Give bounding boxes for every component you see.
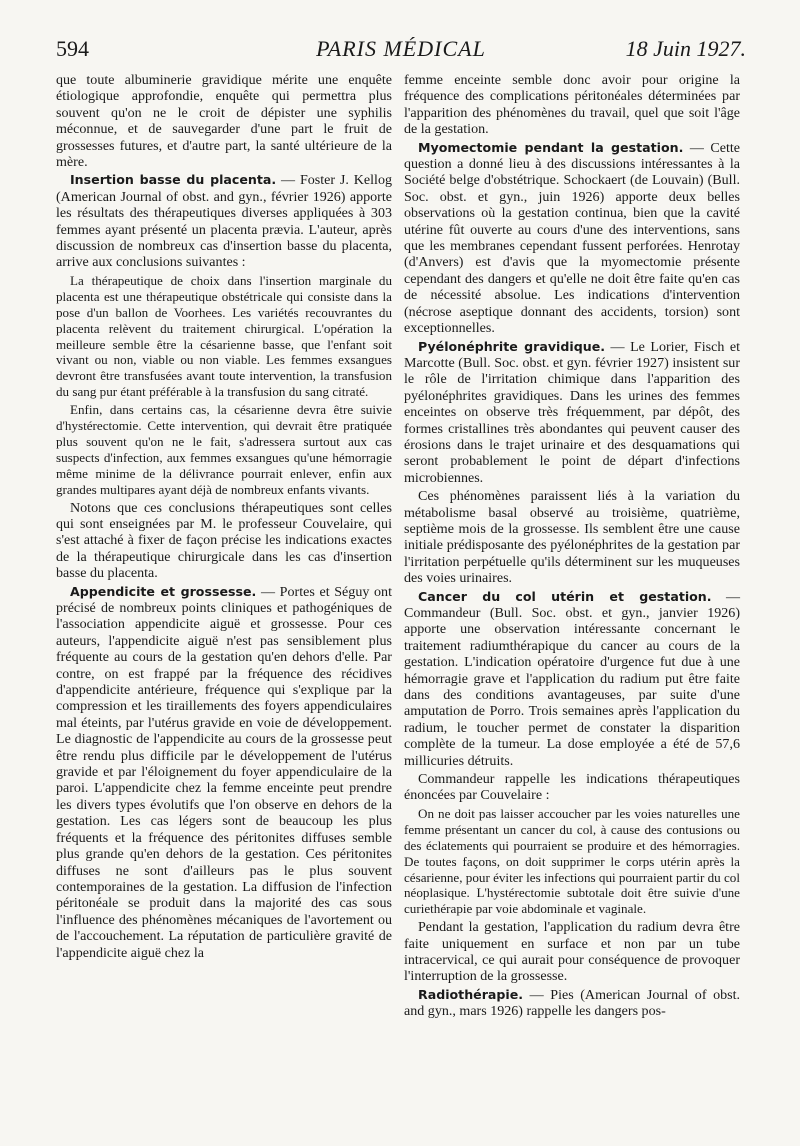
section-text: — Foster J. Kellog (American Journal of obst. and gyn., février 1926) apporte les résultats des thérapeutiques diverses appliquées à 303 femmes ayant présenté un placenta prævia. L'auteur, après discussion de nombreux cas d'insertion basse du placenta, arrive aux conclusions suivantes : [56, 172, 393, 271]
section-text: — Cette question a donné lieu à des discussions intéressantes à la Société belge d'obstétrique. Schockaert (de Louvain) (Bull. Soc. obst. et gyn., juin 1926) apporte deux belles observations où la gestation continua, bien que la cavité utérine fût ouverte au cours d'une des interventions, sans que les membranes cependant fussent perforées. Henrotay (d'Anvers) est d'avis que la myomectomie présente cependant des dangers et qu'elle ne doit être faite qu'en cas de nécessité absolue. Les indications d'intervention (nécrose aseptique donnant des accidents, torsion) sont exceptionnelles. [404, 139, 740, 337]
page-header [56, 36, 746, 68]
paragraph: Notons que ces conclusions thérapeutiques sont celles qui sont enseignées par M. le professeur Couvelaire, qui s'est attaché à fixer de façon précise les indications exactes de la thérapeutique chirurgicale dans les cas d'insertion basse du placenta. [56, 499, 392, 582]
section-heading: Insertion basse du placenta. [70, 172, 277, 188]
paragraph: Commandeur rappelle les indications thérapeutiques énoncées par Couvelaire : [404, 771, 740, 804]
paragraph: La thérapeutique de choix dans l'insertion marginale du placenta est une thérapeutique obstétricale qui consiste dans la pose d'un ballon de Voorhees. Les variétés recouvrantes du placenta relèvent du traitement chirurgical. L'opération la meilleure semble être la césarienne basse, que l'enfant soit vivant ou non, viable ou non viable. Les femmes exsangues devront être transfusées avant toute intervention, la transfusion du sang pur étant préférable à la transfusion du sang citraté. [56, 272, 392, 400]
section-heading: Pyélonéphrite gravidique. [418, 338, 606, 354]
section-heading: Radiothérapie. [418, 986, 524, 1002]
section-heading: Appendicite et grossesse. [70, 583, 257, 599]
section-text: — Le Lorier, Fisch et Marcotte (Bull. Soc. obst. et gyn. février 1927) insistent sur le rôle de l'irritation chimique dans l'apparition des pyélonéphrites gravidiques. Dans les urines des femmes enceintes on observe très fréquemment, par dépôt, des formes cristallines très abondantes qui peuvent causer des érosions dans le trajet urinaire et des desquamations qui seront probablement le point de départ d'infections microbiennes. [404, 338, 740, 486]
quoted-paragraph: On ne doit pas laisser accoucher par les voies naturelles une femme présentant un cancer du col, à cause des contusions ou des éclatements qui pourraient se produire et des hémorragies. De toutes façons, on doit supprimer le corps utérin après la césarienne, pour éviter les infections qui pourraient partir du col néoplasique. L'hystérectomie subtotale doit être suivie d'une curiethérapie par voie abdominale et vaginale. [404, 805, 740, 917]
section-cancer-col [404, 589, 740, 769]
left-column [56, 72, 392, 963]
section-text: — Commandeur (Bull. Soc. obst. et gyn., janvier 1926) apporte une observation intéressante concernant le traitement radiumthérapique du cancer au cours de la gestation. L'indication opératoire d'urgence fut due à une hémorragie grave et l'application du radium put être faite dans des conditions avantageuses, par suite d'une amputation de Porro. Trois semaines après l'application du radium, le toucher permet de constater la disparition complète de la tumeur. La dose employée a été de 57,6 millicuries détruits. [404, 588, 741, 769]
section-insertion-basse [56, 172, 392, 270]
journal-title: PARIS MÉDICAL [316, 36, 486, 61]
section-heading: Myomectomie pendant la gestation. [418, 139, 684, 155]
paragraph: femme enceinte semble donc avoir pour origine la fréquence des complications péritonéales déterminées par l'apparition des phénomènes du travail, quel que soit l'âge de la gestation. [404, 72, 740, 138]
issue-date: 18 Juin 1927. [625, 36, 746, 61]
paragraph: Pendant la gestation, l'application du radium devra être faite uniquement en surface et non par un tube intracervical, ce qui aurait pour conséquence de provoquer l'interruption de la grossesse. [404, 919, 740, 985]
page-number: 594 [56, 36, 89, 61]
section-text: — Portes et Séguy ont précisé de nombreux points cliniques et pathogéniques de l'association appendicite aiguë et grossesse. Pour ces auteurs, l'appendicite aiguë n'est pas sensiblement plus fréquente au cours de la gestation qu'en dehors d'elle. Par contre, on est frappé par la fréquence des récidives d'appendicite antérieure, fréquence qui s'explique par la compression et les tiraillements des foyers appendiculaires mal éteints, par l'utérus gravide en voie de développement. Le diagnostic de l'appendicite au cours de la grossesse peut être rendu plus difficile par le développement de l'utérus gravide et par l'éloignement du foyer appendiculaire de la paroi. L'appendicite chez la femme enceinte peut prendre les divers types évolutifs que l'on observe en dehors de la gestation. Les cas légers sont de beaucoup les plus fréquents et la fréquence des péritonites diffuses semble plus grande qu'en dehors de la gestation. Ces péritonites diffuses ne sont d'ailleurs pas le plus souvent contemporaines de la gestation. La diffusion de l'infection péritonéale se produit dans la majorité des cas sous l'influence des phénomènes mécaniques de l'avortement ou de l'accouchement. La réputation de particulière gravité de l'appendicite aiguë chez la [56, 583, 392, 961]
paragraph: Ces phénomènes paraissent liés à la variation du métabolisme basal observé au troisième, quatrième, septième mois de la grossesse. Ils semblent être une cause initiale prédisposante des pyélonéphrites de la gestation par l'irritation perpétuelle qu'ils déterminent sur les muqueuses des voies urinaires. [404, 488, 740, 587]
paragraph: Enfin, dans certains cas, la césarienne devra être suivie d'hystérectomie. Cette intervention, qui devrait être pratiquée plus souvent qu'on ne le fait, s'adressera surtout aux cas suspects d'infection, aux femmes exsangues qu'une hémorragie même minime de la délivrance pourrait enlever, enfin aux grandes multipares ayant déjà de nombreux enfants vivants. [56, 402, 392, 497]
paragraph: que toute albuminerie gravidique mérite une enquête étiologique approfondie, enquête qui permettra plus souvent qu'on ne le croit de dépister une syphilis méconnue, et de sauvegarder d'une part le fruit de grossesses futures, et d'autre part, la santé ultérieure de la mère. [56, 72, 392, 171]
section-pyelonephrite [404, 339, 740, 487]
section-radiotherapie [404, 987, 740, 1020]
section-heading: Cancer du col utérin et gestation. [418, 588, 712, 604]
right-column [404, 72, 740, 1022]
section-myomectomie [404, 140, 740, 337]
section-appendicite [56, 584, 392, 961]
section-text: — Pies (American Journal of obst. and gyn., mars 1926) rappelle les dangers pos- [404, 986, 740, 1020]
